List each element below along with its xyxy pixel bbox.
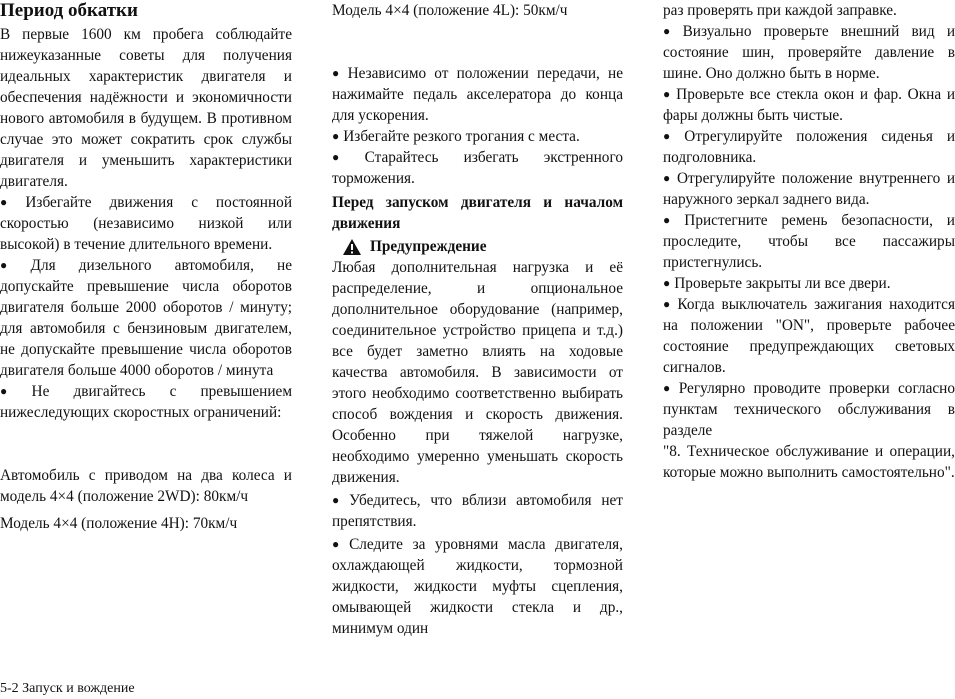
bullet-item: ● Убедитесь, что вблизи автомобиля нет препятствия. <box>332 490 623 532</box>
bullet-item: ● Отрегулируйте положение внутреннего и наружного зеркал заднего вида. <box>663 168 955 210</box>
bullet-item: ● Пристегните ремень безопасности, и проследите, чтобы все пассажиры пристегнулись. <box>663 210 955 273</box>
bullet-item: ● Проверьте закрыты ли все двери. <box>663 273 955 294</box>
subsection-heading: Перед запуском двигателя и началом движения <box>332 194 623 232</box>
section-title: Период обкатки <box>0 0 138 21</box>
bullet-item: ● Независимо от положении передачи, не нажимайте педаль акселератора до конца для ускорения. <box>332 63 623 126</box>
bullet-item: ● Регулярно проводите проверки согласно пунктам технического обслуживания в разделе <box>663 378 955 441</box>
page-footer: 5-2 Запуск и вождение <box>0 681 135 696</box>
bullet-item: ● Не двигайтесь с превышением нижеследующих скоростных ограничений: <box>0 381 292 423</box>
bullet-item: ● Для дизельного автомобиля, не допускайте превышение числа оборотов двигателя больше 2000 оборотов / минуту; для автомобиля с бензиновым двигателем, не допускайте превышение числа оборотов двигателя больше 4000 оборотов / минута <box>0 255 292 381</box>
column-2 <box>332 0 623 639</box>
column-3 <box>663 0 955 483</box>
speed-limit-4h: Модель 4×4 (положение 4H): 70км/ч <box>0 515 238 532</box>
warning-text: Любая дополнительная нагрузка и её распределение, и опциональное дополнительное оборудование (например, соединительное устройство прицепа и т.д.) все будет заметно влиять на ходовые качества автомобиля. В зависимости от этого необходимо соответственно выбирать способ вождения и скорость движения. Особенно при тяжелой нагрузке, необходимо умеренно уменьшать скорость движения. <box>332 259 623 486</box>
bullet-item: ● Визуально проверьте внешний вид и состояние шин, проверяйте давление в шине. Оно должно быть в норме. <box>663 21 955 84</box>
speed-limit-2wd: Автомобиль с приводом на два колеса и модель 4×4 (положение 2WD): 80км/ч <box>0 467 292 505</box>
bullet-item: ● Старайтесь избегать экстренного торможения. <box>332 147 623 189</box>
bullet-item: ● Следите за уровнями масла двигателя, охлаждающей жидкости, тормозной жидкости, жидкости муфты сцепления, омывающей жидкости стекла и др., минимум один <box>332 534 623 639</box>
bullet-item: ● Избегайте движения с постоянной скоростью (независимо низкой или высокой) в течение длительного времени. <box>0 192 292 255</box>
warning-label: Предупреждение <box>370 238 487 255</box>
intro-paragraph: В первые 1600 км пробега соблюдайте нижеуказанные советы для получения идеальных характеристик двигателя и обеспечения надёжности и экономичности нового автомобиля в будущем. В противном случае это может сократить срок службы двигателя и уменьшить характеристики двигателя. <box>0 26 292 190</box>
warning-icon <box>342 238 362 256</box>
bullet-item: ● Когда выключатель зажигания находится на положении "ON", проверьте рабочее состояние предупреждающих световых сигналов. <box>663 294 955 378</box>
bullet-item: ● Отрегулируйте положения сиденья и подголовника. <box>663 126 955 168</box>
column-1 <box>0 0 292 534</box>
continued-text: раз проверять при каждой заправке. <box>663 2 897 19</box>
bullet-item: ● Проверьте все стекла окон и фар. Окна и фары должны быть чистые. <box>663 84 955 126</box>
bullet-item: ● Избегайте резкого трогания с места. <box>332 126 623 147</box>
speed-limit-4l: Модель 4×4 (положение 4L): 50км/ч <box>332 2 568 19</box>
section-reference: "8. Техническое обслуживание и операции, которые можно выполнить самостоятельно". <box>663 443 955 481</box>
warning-header <box>342 236 623 257</box>
